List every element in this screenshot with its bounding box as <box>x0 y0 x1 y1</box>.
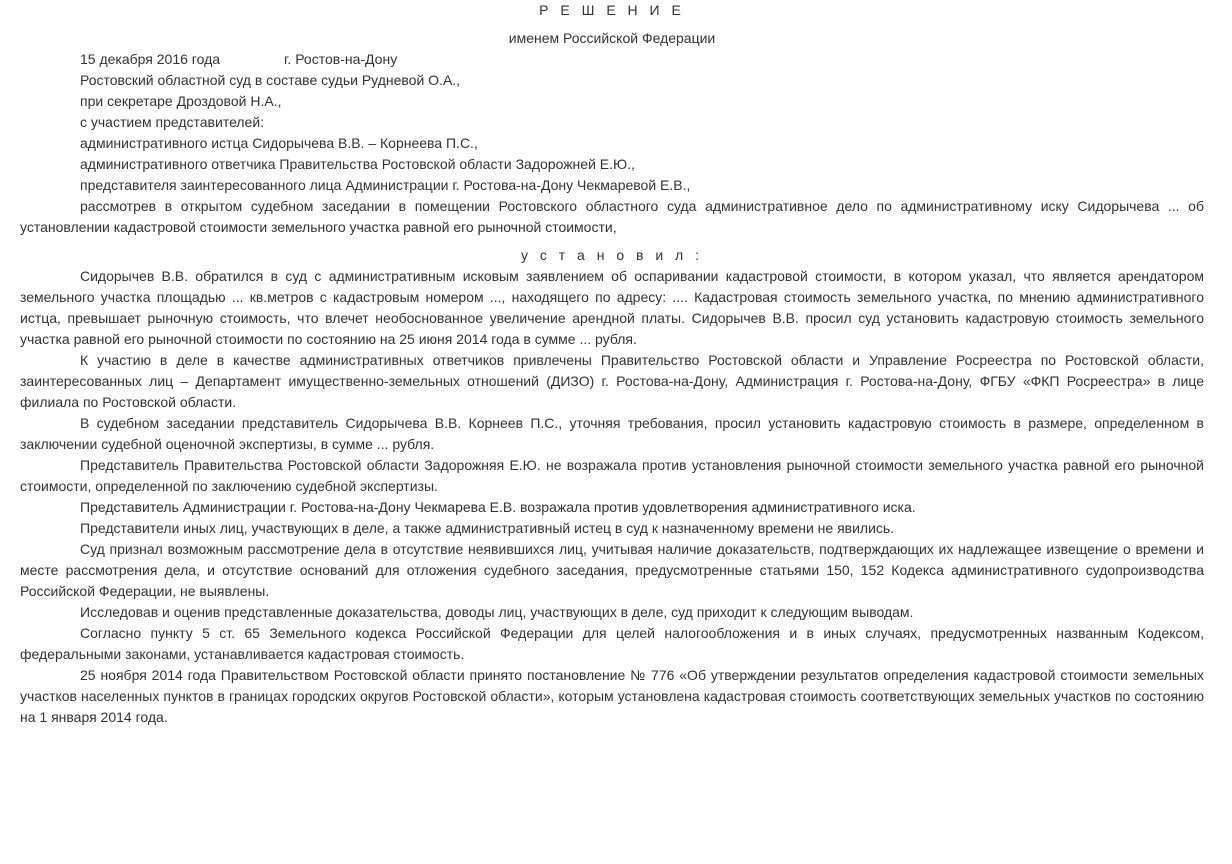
plaintiff-representative: административного истца Сидорычева В.В. – Корнеева П.С., <box>80 135 478 151</box>
paragraph-plaintiff-position: В судебном заседании представитель Сидорычева В.В. Корнеев П.С., уточняя требования, просил установить кадастровую стоимость в размере, определенном в заключении судебной оценочной экспертизы, в сумме ... рубля. <box>20 415 1204 452</box>
paragraph-administration-position: Представитель Администрации г. Ростова-на-Дону Чекмарева Е.В. возражала против удовлетворения административного иска. <box>80 499 916 515</box>
paragraph-government-position: Представитель Правительства Ростовской области Задорожняя Е.Ю. не возражала против установления рыночной стоимости земельного участка равной его рыночной стоимости, определенной по заключению судебной экспертизы. <box>20 457 1204 494</box>
interested-party-representative: представителя заинтересованного лица Администрации г. Ростова-на-Дону Чекмаревой Е.В., <box>80 177 691 193</box>
decision-city: г. Ростов-на-Дону <box>284 51 398 67</box>
paragraph-claim: Сидорычев В.В. обратился в суд с административным исковым заявлением об оспаривании кадастровой стоимости, в котором указал, что является арендатором земельного участка площадью ... кв.метров с кадастровым номером ..., находящего по адресу: .... Кадастровая стоимость земельного участка, по мнению административного истца, превышает рыночную стоимость, что влечет необоснованное увеличение арендной платы. Сидорычев В.В. просил суд установить кадастровую стоимость земельного участка равной его рыночной стоимости по состоянию на 25 июня 2014 года в сумме ... рубля. <box>20 268 1204 347</box>
document-subtitle: именем Российской Федерации <box>508 30 716 46</box>
court-secretary: при секретаре Дроздовой Н.А., <box>80 93 282 109</box>
paragraph-parties: К участию в деле в качестве административных ответчиков привлечены Правительство Ростовской области и Управление Росреестра по Ростовской области, заинтересованных лиц – Департамент имущественно-земельных отношений (ДИЗО) г. Ростова-на-Дону, Администрация г. Ростова-на-Дону, ФГБУ «ФКП Росреестра» в лице филиала по Ростовской области. <box>20 352 1204 410</box>
document-title: Р Е Ш Е Н И Е <box>539 2 685 18</box>
paragraph-absent-parties: Представители иных лиц, участвующих в деле, а также административный истец в суд к назначенному времени не явились. <box>80 520 895 536</box>
decision-date: 15 декабря 2016 года <box>80 51 221 67</box>
court-decision-document <box>20 0 1204 728</box>
representatives-heading: с участием представителей: <box>80 114 265 130</box>
paragraph-court-decision-absence: Суд признал возможным рассмотрение дела в отсутствие неявившихся лиц, учитывая наличие доказательств, подтверждающих их надлежащее извещение о времени и месте рассмотрения дела, и отсутствие оснований для отложения судебного заседания, предусмотренные статьями 150, 152 Кодекса административного судопроизводства Российской Федерации, не выявлены. <box>20 541 1204 599</box>
paragraph-conclusions: Исследовав и оценив представленные доказательства, доводы лиц, участвующих в деле, суд приходит к следующим выводам. <box>80 604 914 620</box>
court-composition: Ростовский областной суд в составе судьи Рудневой О.А., <box>80 72 461 88</box>
considering-paragraph: рассмотрев в открытом судебном заседании в помещении Ростовского областного суда административное дело по административному иску Сидорычева ... об установлении кадастровой стоимости земельного участка равной его рыночной стоимости, <box>20 198 1204 235</box>
paragraph-land-code: Согласно пункту 5 ст. 65 Земельного кодекса Российской Федерации для целей налогообложения и в иных случаях, предусмотренных названным Кодексом, федеральными законами, устанавливается кадастровая стоимость. <box>20 625 1204 662</box>
date-city-line <box>20 49 1204 70</box>
established-heading: у с т а н о в и л : <box>520 247 704 263</box>
defendant-representative: административного ответчика Правительства Ростовской области Задорожней Е.Ю., <box>80 156 635 172</box>
paragraph-resolution-776: 25 ноября 2014 года Правительством Ростовской области принято постановление № 776 «Об утверждении результатов определения кадастровой стоимости земельных участков населенных пунктов в границах городских округов Ростовской области», которым установлена кадастровая стоимость соответствующих земельных участков по состоянию на 1 января 2014 года. <box>20 667 1204 725</box>
